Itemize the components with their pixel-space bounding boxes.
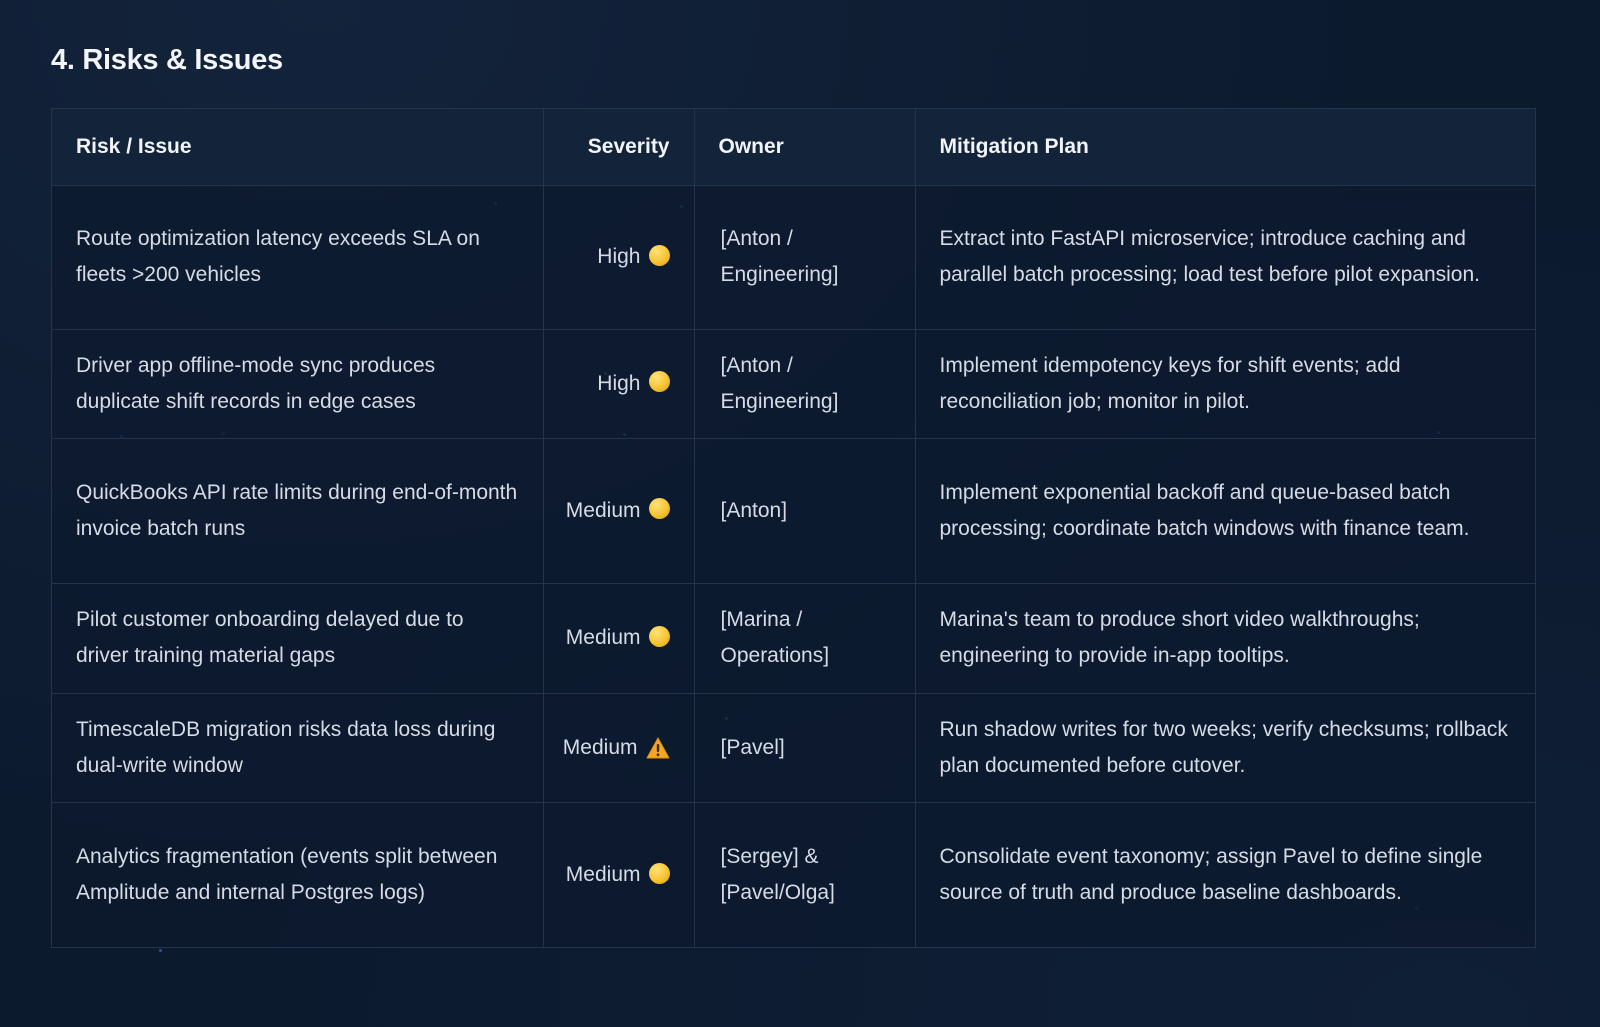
yellow-circle-icon xyxy=(649,498,670,519)
severity-label: Medium xyxy=(565,498,641,522)
owner-cell: [Anton / Engineering] xyxy=(694,329,915,438)
yellow-circle-icon xyxy=(649,626,670,647)
risk-cell: Driver app offline-mode sync produces duplicate shift records in edge cases xyxy=(52,329,543,438)
yellow-circle-icon xyxy=(649,863,670,884)
table-header-row xyxy=(52,109,1535,185)
severity-cell xyxy=(543,185,694,329)
header-owner: Owner xyxy=(694,109,915,185)
risk-cell: Pilot customer onboarding delayed due to driver training material gaps xyxy=(52,583,543,693)
severity-cell xyxy=(543,693,694,802)
mitigation-cell: Marina's team to produce short video walkthroughs; engineering to provide in-app tooltips. xyxy=(915,583,1535,693)
severity-label: Medium xyxy=(565,626,641,649)
owner-cell: [Anton / Engineering] xyxy=(694,185,915,329)
yellow-circle-icon xyxy=(649,245,670,266)
severity-cell xyxy=(543,802,694,947)
mitigation-cell: Consolidate event taxonomy; assign Pavel to define single source of truth and produce baseline dashboards. xyxy=(939,844,1483,904)
table-row xyxy=(52,583,1535,693)
risk-cell: QuickBooks API rate limits during end-of-month invoice batch runs xyxy=(52,438,543,583)
mitigation-cell: Implement idempotency keys for shift events; add reconciliation job; monitor in pilot. xyxy=(915,329,1535,438)
owner-cell: [Anton] xyxy=(694,438,915,583)
severity-cell xyxy=(543,329,694,438)
severity-label: High xyxy=(597,245,641,268)
severity-cell xyxy=(543,438,694,583)
risk-cell: Analytics fragmentation (events split between Amplitude and internal Postgres logs) xyxy=(52,802,543,947)
warning-icon xyxy=(646,735,670,757)
risks-table xyxy=(51,108,1536,948)
mitigation-cell: Extract into FastAPI microservice; introduce caching and parallel batch processing; load test before pilot expansion. xyxy=(915,185,1535,329)
severity-cell xyxy=(543,583,694,693)
yellow-circle-icon xyxy=(649,371,670,392)
table-row xyxy=(52,185,1535,329)
table-row xyxy=(52,693,1535,802)
table-row xyxy=(52,802,1535,947)
section-title: 4. Risks & Issues xyxy=(51,44,283,76)
severity-label: Medium xyxy=(565,862,641,886)
owner-cell: [Sergey] & [Pavel/Olga] xyxy=(694,802,915,947)
mitigation-cell: Run shadow writes for two weeks; verify checksums; rollback plan documented before cutover. xyxy=(915,693,1535,802)
risk-cell: TimescaleDB migration risks data loss during dual-write window xyxy=(52,693,543,802)
owner-cell: [Pavel] xyxy=(694,693,915,802)
header-severity: Severity xyxy=(543,109,694,185)
risks-issues-section xyxy=(51,38,1536,948)
severity-label: High xyxy=(597,371,641,395)
risk-cell: Route optimization latency exceeds SLA on fleets >200 vehicles xyxy=(52,185,543,329)
header-risk: Risk / Issue xyxy=(52,109,543,185)
table-row xyxy=(52,438,1535,583)
owner-cell: [Marina / Operations] xyxy=(694,583,915,693)
table-row xyxy=(52,329,1535,438)
header-mitigation: Mitigation Plan xyxy=(915,109,1535,185)
severity-label: Medium xyxy=(562,735,638,759)
mitigation-cell: Implement exponential backoff and queue-based batch processing; coordinate batch windows with finance team. xyxy=(915,438,1535,583)
